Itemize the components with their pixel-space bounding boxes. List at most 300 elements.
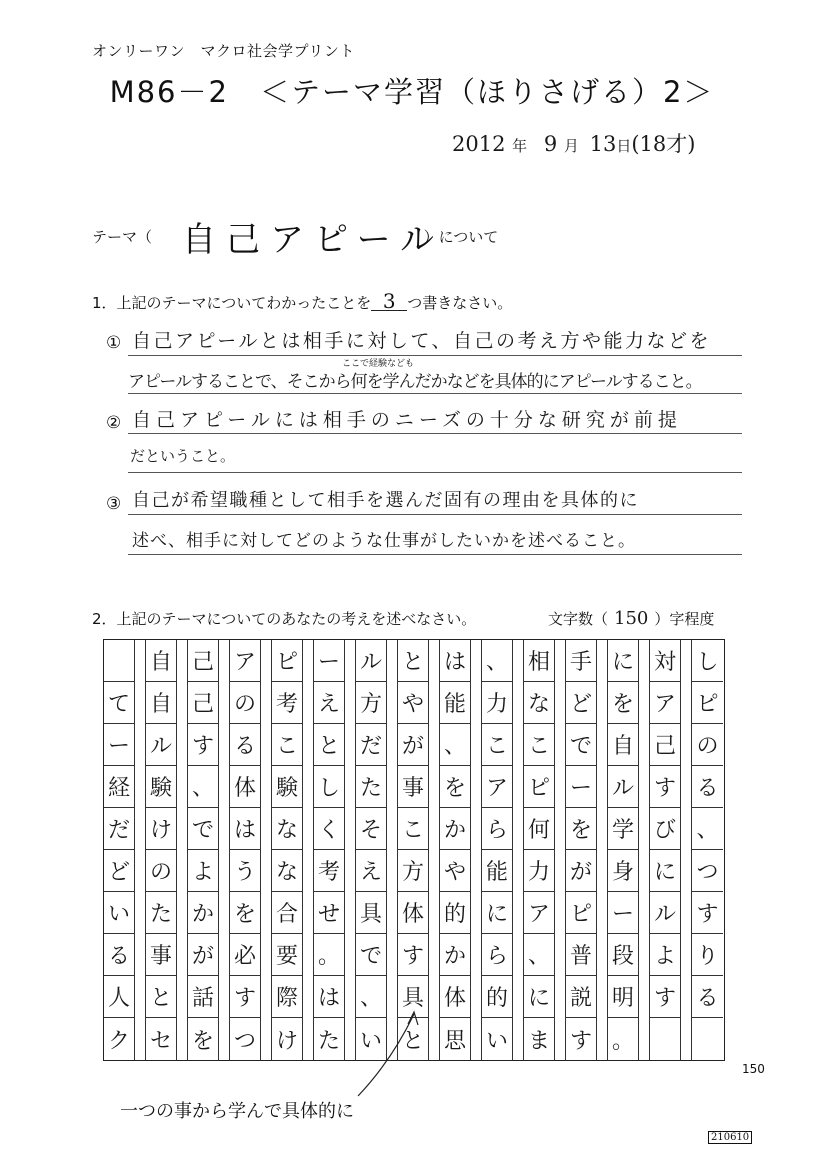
grid-spacer [261,1018,272,1060]
grid-spacer [429,640,440,682]
grid-spacer [429,808,440,850]
grid-spacer [303,682,314,724]
grid-cell: え [356,850,387,892]
grid-cell: る [230,724,261,766]
grid-spacer [135,850,146,892]
grid-cell: る [692,766,723,808]
grid-cell: す [650,766,681,808]
grid-spacer [303,892,314,934]
answer3-line2: 述べ、相手に対してどのような仕事がしたいかを述べること。 [132,531,636,551]
grid-spacer [387,766,398,808]
grid-cell: そ [356,808,387,850]
grid-spacer [261,934,272,976]
grid-cell: ら [482,934,513,976]
grid-cell: 自 [146,682,177,724]
grid-cell: 。 [608,1018,639,1060]
grid-spacer [429,850,440,892]
grid-cell: 、 [482,640,513,682]
grid-cell: よ [188,850,219,892]
grid-cell: て [104,682,135,724]
grid-spacer [429,1018,440,1060]
grid-spacer [681,1018,692,1060]
grid-cell: に [524,976,555,1018]
question1-count: 3 [371,292,407,311]
grid-cell: ー [566,766,597,808]
grid-spacer [555,766,566,808]
grid-cell: ー [314,640,345,682]
grid-cell: 具 [398,976,429,1018]
grid-spacer [345,808,356,850]
grid-cell: 体 [398,892,429,934]
grid-cell: ル [650,892,681,934]
grid-cell: か [440,808,471,850]
grid-spacer [345,724,356,766]
grid-cell: け [272,1018,303,1060]
grid-spacer [261,766,272,808]
grid-cell: り [692,934,723,976]
date-line [452,128,695,158]
grid-spacer [345,892,356,934]
grid-spacer [219,724,230,766]
grid-spacer [177,934,188,976]
grid-cell: は [314,976,345,1018]
grid-spacer [219,766,230,808]
grid-cell: ル [356,640,387,682]
grid-cell: 的 [440,892,471,934]
grid-spacer [597,808,608,850]
grid-cell: で [566,724,597,766]
grid-cell: な [272,850,303,892]
char-count-label-before: 文字数（ [548,610,609,628]
theme-value: 自己アピール [182,220,444,260]
grid-spacer [135,976,146,1018]
grid-cell: は [440,640,471,682]
grid-spacer [303,724,314,766]
grid-cell: 力 [482,682,513,724]
grid-spacer [429,934,440,976]
grid-spacer [597,850,608,892]
grid-cell: 己 [188,640,219,682]
answer2-rule2 [128,472,742,473]
grid-spacer [471,640,482,682]
answer2-marker: ② [106,413,122,433]
grid-spacer [513,850,524,892]
grid-cell: す [566,1018,597,1060]
grid-spacer [471,766,482,808]
grid-spacer [597,1018,608,1060]
grid-cell: ア [482,766,513,808]
answer2-line1: 自己アピールには相手のニーズの十分な研究が前提 [132,409,682,431]
grid-spacer [387,682,398,724]
grid-spacer [261,976,272,1018]
grid-cell: 能 [482,850,513,892]
grid-cell: 験 [146,766,177,808]
question2-prompt: 2．上記のテーマについてのあなたの考えを述べなさい。 [92,610,477,628]
grid-spacer [303,766,314,808]
grid-cell: 体 [440,976,471,1018]
grid-spacer [135,724,146,766]
grid-spacer [513,640,524,682]
grid-spacer [597,640,608,682]
theme-label-after: ）について [423,228,499,246]
grid-cell: 体 [230,766,261,808]
grid-spacer [303,850,314,892]
grid-spacer [471,934,482,976]
grid-spacer [681,766,692,808]
grid-cell: 普 [566,934,597,976]
grid-cell: ピ [566,892,597,934]
grid-spacer [555,640,566,682]
grid-spacer [513,808,524,850]
grid-cell: い [482,1018,513,1060]
answer2-rule1 [128,433,742,434]
date-day: 13 [589,132,617,156]
grid-cell: す [188,724,219,766]
grid-spacer [219,892,230,934]
grid-cell: ピ [524,766,555,808]
grid-spacer [219,808,230,850]
grid-spacer [387,1018,398,1060]
grid-cell: う [230,850,261,892]
grid-cell: す [230,976,261,1018]
grid-spacer [345,682,356,724]
grid-spacer [639,976,650,1018]
grid-spacer [513,766,524,808]
grid-spacer [177,1018,188,1060]
grid-cell: ー [608,892,639,934]
grid-cell: 学 [608,808,639,850]
grid-cell: 己 [188,682,219,724]
grid-cell: ま [524,1018,555,1060]
grid-spacer [513,682,524,724]
grid-spacer [597,976,608,1018]
grid-spacer [387,640,398,682]
grid-cell [692,1018,723,1060]
grid-cell: が [188,934,219,976]
grid-spacer [639,892,650,934]
grid-cell: こ [482,724,513,766]
grid-spacer [261,640,272,682]
grid-total-count: 150 [742,1062,765,1076]
grid-cell: は [230,808,261,850]
grid-cell: 方 [356,682,387,724]
grid-cell: の [692,724,723,766]
grid-cell: だ [104,808,135,850]
grid-spacer [177,808,188,850]
grid-spacer [177,640,188,682]
grid-spacer [219,640,230,682]
char-count-label-after: ）字程度 [654,610,715,628]
worksheet-series: オンリーワン マクロ社会学プリント [92,42,355,60]
date-month: 9 [543,132,558,156]
grid-cell: 明 [608,976,639,1018]
grid-spacer [135,640,146,682]
grid-cell: 的 [482,976,513,1018]
grid-cell: 験 [272,766,303,808]
grid-cell: す [650,976,681,1018]
grid-cell: ア [230,640,261,682]
grid-cell: し [692,640,723,682]
grid-spacer [177,892,188,934]
grid-spacer [261,892,272,934]
grid-cell: 事 [398,766,429,808]
grid-spacer [429,766,440,808]
grid-cell: く [314,808,345,850]
grid-cell: る [692,976,723,1018]
grid-spacer [555,808,566,850]
grid-spacer [135,682,146,724]
grid-spacer [681,682,692,724]
grid-cell: で [188,808,219,850]
grid-spacer [303,640,314,682]
grid-cell [104,640,135,682]
date-age: (18才) [631,132,696,156]
grid-cell: 要 [272,934,303,976]
grid-cell [650,1018,681,1060]
grid-spacer [513,724,524,766]
grid-cell: ピ [272,640,303,682]
grid-cell: た [146,892,177,934]
grid-cell: い [104,892,135,934]
grid-cell: こ [272,724,303,766]
grid-spacer [177,766,188,808]
grid-spacer [639,640,650,682]
grid-cell: た [314,1018,345,1060]
grid-spacer [597,682,608,724]
grid-cell: 考 [314,850,345,892]
grid-spacer [639,934,650,976]
grid-spacer [387,976,398,1018]
grid-spacer [639,682,650,724]
grid-cell: 合 [272,892,303,934]
question1-prompt-before: 1．上記のテーマについてわかったことを [92,294,372,312]
grid-cell: ー [104,724,135,766]
grid-cell: 話 [188,976,219,1018]
grid-cell: や [398,682,429,724]
question1-prompt-after: つ書きなさい。 [407,294,513,312]
grid-spacer [177,682,188,724]
grid-spacer [555,850,566,892]
grid-cell: け [146,808,177,850]
grid-cell: 人 [104,976,135,1018]
grid-cell: か [188,892,219,934]
grid-spacer [135,766,146,808]
grid-spacer [471,808,482,850]
grid-cell: 相 [524,640,555,682]
grid-cell: す [398,934,429,976]
grid-cell: び [650,808,681,850]
char-count-value: 150 [614,608,649,629]
grid-cell: な [272,808,303,850]
answer3-marker: ③ [106,494,122,514]
grid-spacer [597,766,608,808]
grid-cell: が [566,850,597,892]
grid-spacer [513,1018,524,1060]
answer3-rule2 [128,554,742,555]
grid-cell: セ [146,1018,177,1060]
answer1-line2: アピールすることで、そこから何を学んだかなどを具体的にアピールすること。 [128,372,702,392]
grid-spacer [345,1018,356,1060]
grid-cell: た [356,766,387,808]
grid-cell: 、 [356,976,387,1018]
grid-spacer [471,724,482,766]
grid-spacer [639,808,650,850]
grid-spacer [681,850,692,892]
grid-spacer [303,808,314,850]
grid-cell: え [314,682,345,724]
answer2-line2: だということ。 [130,447,236,465]
grid-spacer [471,892,482,934]
grid-cell: を [188,1018,219,1060]
grid-cell: ど [104,850,135,892]
grid-spacer [471,850,482,892]
question1-prompt [92,289,513,313]
grid-spacer [135,808,146,850]
grid-spacer [555,1018,566,1060]
grid-spacer [597,724,608,766]
grid-spacer [135,1018,146,1060]
grid-cell: 身 [608,850,639,892]
grid-spacer [261,808,272,850]
grid-spacer [387,934,398,976]
grid-cell: 事 [146,934,177,976]
grid-spacer [555,976,566,1018]
grid-cell: ア [650,682,681,724]
grid-spacer [345,850,356,892]
grid-cell: の [146,850,177,892]
grid-spacer [597,892,608,934]
grid-spacer [597,934,608,976]
grid-cell: 、 [188,766,219,808]
grid-spacer [387,724,398,766]
grid-cell: と [398,640,429,682]
grid-spacer [513,976,524,1018]
grid-spacer [513,892,524,934]
grid-cell: 手 [566,640,597,682]
grid-cell: ら [482,808,513,850]
margin-note: 一つの事から学んで具体的に [120,1101,354,1122]
grid-spacer [681,934,692,976]
grid-spacer [261,850,272,892]
answer1-insertion: ここで経験なども [342,359,415,369]
grid-cell: の [230,682,261,724]
grid-cell: 説 [566,976,597,1018]
answer1-line1: 自己アピールとは相手に対して、自己の考え方や能力などを [132,330,711,352]
grid-spacer [219,1018,230,1060]
grid-cell: 必 [230,934,261,976]
grid-cell: や [440,850,471,892]
form-code: 210610 [708,1131,752,1144]
date-month-label: 月 [563,137,579,155]
grid-spacer [681,892,692,934]
answer3-rule1 [128,514,742,515]
grid-spacer [555,724,566,766]
grid-spacer [219,976,230,1018]
grid-spacer [387,850,398,892]
grid-cell: 能 [440,682,471,724]
grid-spacer [177,724,188,766]
grid-cell: 自 [146,640,177,682]
grid-spacer [177,976,188,1018]
grid-cell: し [314,766,345,808]
grid-cell: と [398,1018,429,1060]
grid-cell: が [398,724,429,766]
grid-spacer [555,892,566,934]
grid-cell: せ [314,892,345,934]
grid-spacer [681,724,692,766]
grid-cell: と [314,724,345,766]
grid-cell: を [566,808,597,850]
grid-spacer [681,976,692,1018]
answer1-rule1 [128,355,742,356]
grid-spacer [219,850,230,892]
grid-cell: ア [524,892,555,934]
grid-cell: 考 [272,682,303,724]
grid-cell: い [356,1018,387,1060]
grid-spacer [135,892,146,934]
grid-spacer [219,682,230,724]
theme-label-before: テーマ（ [92,228,153,246]
grid-cell: る [104,934,135,976]
grid-cell: 段 [608,934,639,976]
grid-cell: か [440,934,471,976]
grid-cell: を [440,766,471,808]
grid-cell: 際 [272,976,303,1018]
grid-cell: 、 [692,808,723,850]
grid-cell: で [356,934,387,976]
answer1-rule2 [128,393,742,394]
grid-cell: 経 [104,766,135,808]
worksheet-title: M86－2 ＜テーマ学習（ほりさげる）2＞ [109,75,715,109]
grid-spacer [219,934,230,976]
grid-cell: に [650,850,681,892]
essay-grid [103,639,725,1061]
grid-spacer [177,850,188,892]
grid-spacer [555,934,566,976]
grid-cell: 、 [440,724,471,766]
grid-cell: よ [650,934,681,976]
grid-cell: ク [104,1018,135,1060]
grid-cell: つ [692,850,723,892]
grid-spacer [471,1018,482,1060]
grid-spacer [471,682,482,724]
grid-spacer [345,934,356,976]
grid-spacer [303,976,314,1018]
answer1-marker: ① [106,333,122,353]
grid-cell: に [608,640,639,682]
grid-spacer [261,682,272,724]
answer3-line1: 自己が希望職種として相手を選んだ固有の理由を具体的に [132,490,639,511]
grid-cell: 、 [524,934,555,976]
grid-cell: に [482,892,513,934]
grid-cell: 思 [440,1018,471,1060]
grid-spacer [639,724,650,766]
grid-spacer [429,682,440,724]
grid-cell: つ [230,1018,261,1060]
grid-cell: ル [608,766,639,808]
grid-spacer [303,1018,314,1060]
grid-cell: を [230,892,261,934]
grid-cell: 己 [650,724,681,766]
grid-cell: 具 [356,892,387,934]
grid-spacer [639,766,650,808]
grid-spacer [513,934,524,976]
grid-spacer [303,934,314,976]
question2-char-count [548,608,714,629]
grid-spacer [345,640,356,682]
grid-cell: こ [524,724,555,766]
grid-cell: す [692,892,723,934]
